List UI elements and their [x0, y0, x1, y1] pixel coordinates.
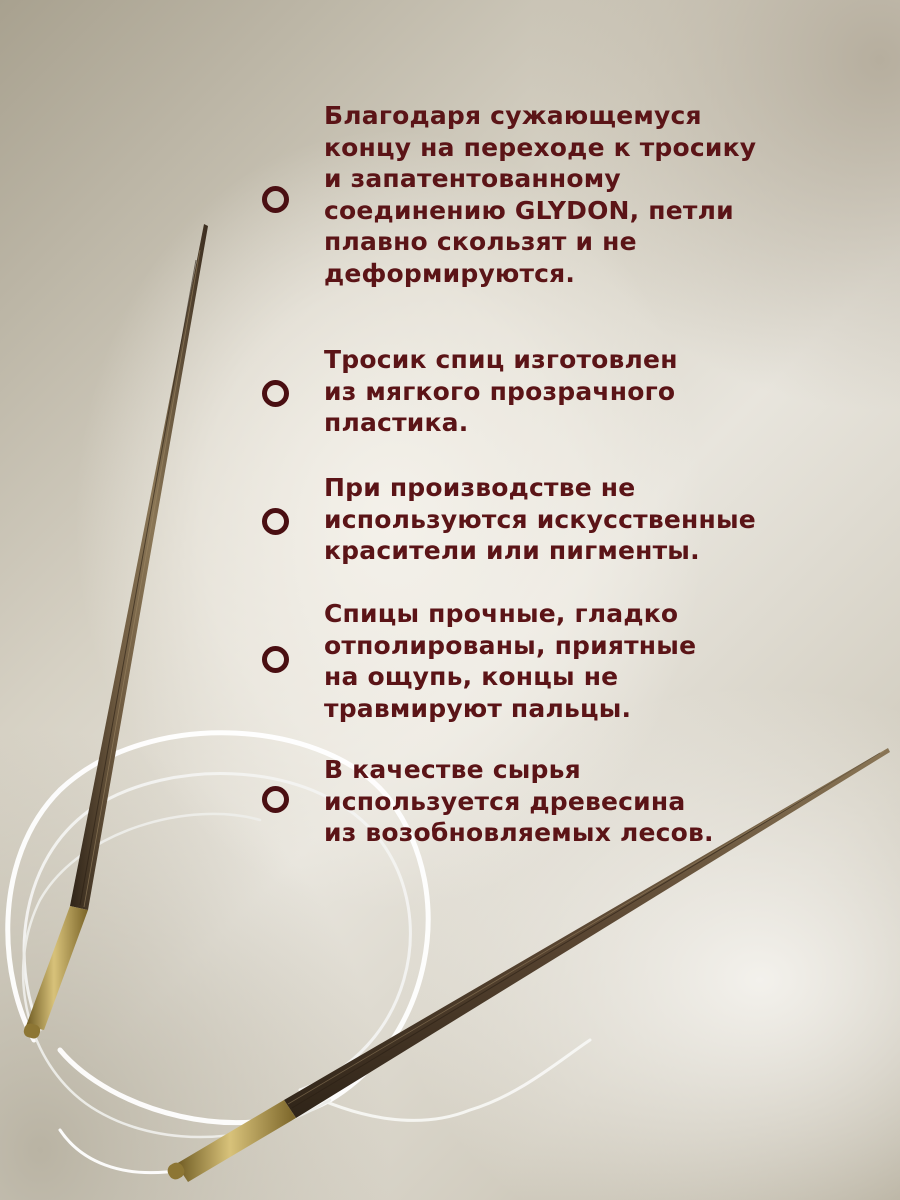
circle-bullet-icon — [262, 508, 289, 535]
feature-text: При производстве не используются искусственные красители или пигменты. — [324, 473, 756, 565]
circle-bullet-icon — [262, 380, 289, 407]
circle-bullet-icon — [262, 646, 289, 673]
feature-text: В качестве сырья используется древесина из возобновляемых лесов. — [324, 755, 714, 847]
feature-text: Тросик спиц изготовлен из мягкого прозрачного пластика. — [324, 345, 678, 437]
circle-bullet-icon — [262, 186, 289, 213]
feature-text: Благодаря сужающемуся концу на переходе к тросику и запатентованному соединению GLYDON, петли плавно скользят и не деформируются. — [324, 101, 757, 288]
left-needle — [22, 224, 208, 1040]
feature-text: Спицы прочные, гладко отполированы, приятные на ощупь, концы не травмируют пальцы. — [324, 599, 697, 723]
circle-bullet-icon — [262, 786, 289, 813]
